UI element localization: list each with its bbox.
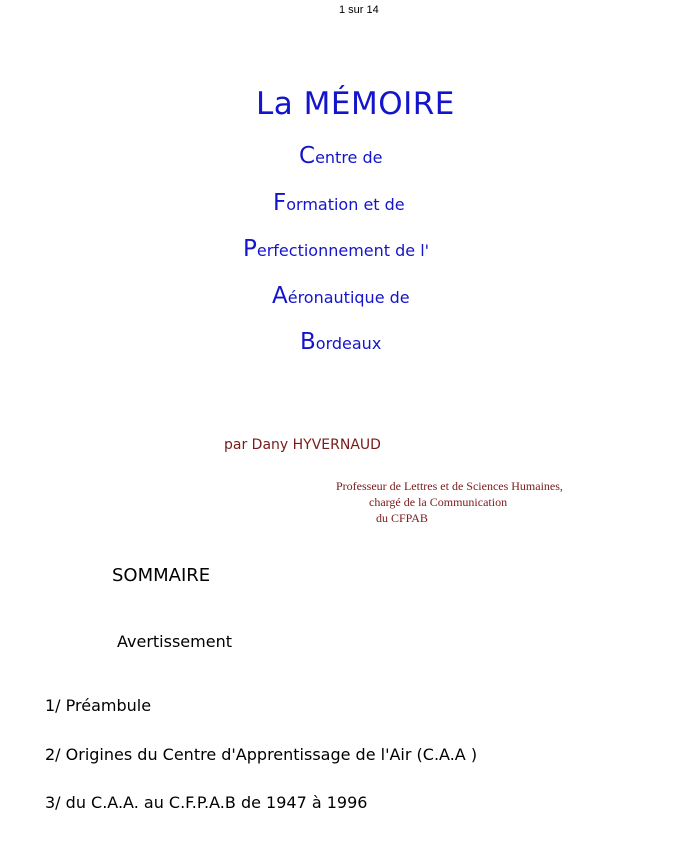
acronym-line-aeronautique (272, 283, 410, 309)
acronym-initial: F (273, 190, 287, 216)
acronym-rest: éronautique de (287, 288, 410, 307)
acronym-rest: entre de (315, 148, 383, 167)
acronym-rest: ordeaux (315, 334, 382, 353)
toc-item-origines[interactable]: 2/ Origines du Centre d'Apprentissage de l'Air (C.A.A ) (45, 745, 478, 764)
author-credentials (336, 478, 563, 526)
acronym-rest: ormation et de (286, 195, 405, 214)
acronym-line-perfectionnement (243, 236, 429, 262)
acronym-initial: P (243, 236, 257, 262)
document-title: La MÉMOIRE (256, 86, 455, 122)
credential-line: du CFPAB (376, 511, 428, 525)
acronym-line-formation (273, 190, 405, 216)
acronym-initial: A (272, 283, 288, 309)
toc-intro-link[interactable]: Avertissement (117, 632, 232, 651)
page-counter: 1 sur 14 (339, 4, 379, 16)
toc-heading: SOMMAIRE (112, 565, 211, 586)
author-byline: par Dany HYVERNAUD (224, 437, 381, 453)
credential-line: Professeur de Lettres et de Sciences Humaines, (336, 479, 563, 493)
acronym-initial: C (299, 143, 316, 169)
credential-line: chargé de la Communication (369, 495, 508, 509)
acronym-line-bordeaux (300, 329, 381, 355)
acronym-rest: erfectionnement de l' (256, 241, 430, 260)
toc-item-preambule[interactable]: 1/ Préambule (45, 696, 152, 715)
toc-item-caa-cfpab[interactable]: 3/ du C.A.A. au C.F.P.A.B de 1947 à 1996 (45, 793, 368, 812)
acronym-line-centre (299, 143, 382, 169)
acronym-initial: B (300, 329, 316, 355)
